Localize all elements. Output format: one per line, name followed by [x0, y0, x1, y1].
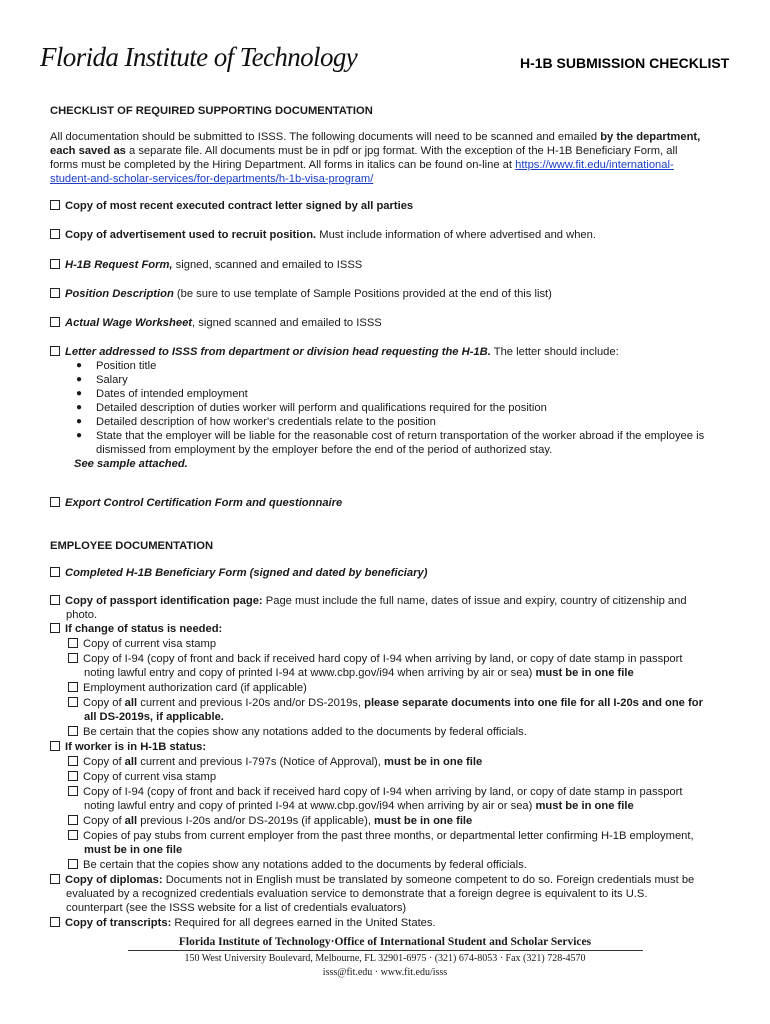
bullet-icon: ● — [76, 416, 83, 427]
checklist-item-request-form — [50, 258, 362, 272]
checklist-item-contract — [50, 199, 413, 213]
list-item: State that the employer will be liable for the reasonable cost of return transportation of the worker abroad if the employee is — [96, 430, 705, 442]
item-label: Be certain that the copies show any notations added to the documents by federal officials. — [83, 726, 527, 738]
sub-item-cs-i20 — [68, 696, 703, 710]
item-detail: noting lawful entry and copy of printed I-94 at www.cbp.gov/i94 when arriving by air or sea) — [84, 800, 536, 812]
item-detail: Page must include the full name, dates of issue and expiry, country of citizenship and — [262, 595, 687, 607]
checklist-item-letter — [50, 345, 619, 359]
intro-line-2 — [50, 144, 677, 158]
sub-item-cs-i94-cont — [84, 666, 634, 680]
item-label: H-1B Request Form, — [65, 259, 173, 271]
item-label: Actual Wage Worksheet — [65, 317, 193, 329]
bullet-icon: ● — [76, 360, 83, 371]
item-label: Position Description — [65, 288, 174, 300]
checkbox-icon[interactable] — [68, 638, 78, 648]
list-item: Salary — [96, 374, 128, 386]
sub-item-hs-i94-cont — [84, 799, 634, 813]
checkbox-icon[interactable] — [68, 697, 78, 707]
checkbox-icon[interactable] — [50, 317, 60, 327]
checklist-item-advertisement — [50, 228, 596, 242]
sub-item-cs-visa — [68, 637, 216, 651]
checkbox-icon[interactable] — [50, 623, 60, 633]
list-item: Position title — [96, 360, 157, 372]
intro-line-3 — [50, 158, 674, 172]
bullet-icon: ● — [76, 374, 83, 385]
checkbox-icon[interactable] — [68, 756, 78, 766]
passport-line-2: photo. — [66, 609, 98, 621]
item-label: Copies of pay stubs from current employer from the past three months, or departmental letter confirming H-1B employment, — [83, 830, 694, 842]
h1b-program-link-cont[interactable]: student-and-scholar-services/for-departments/h-1b-visa-program/ — [50, 173, 374, 185]
sub-item-hs-paystubs-cont: must be in one file — [84, 844, 183, 856]
section-heading-required-docs: CHECKLIST OF REQUIRED SUPPORTING DOCUMENTATION — [50, 105, 373, 117]
checkbox-icon[interactable] — [68, 653, 78, 663]
diplomas-line-3: counterpart (see the ISSS website for a list of credentials evaluators) — [66, 902, 407, 914]
item-label: Be certain that the copies show any notations added to the documents by federal officials. — [83, 859, 527, 871]
item-detail: signed, scanned and emailed to ISSS — [172, 259, 363, 271]
item-label: Copy of I-94 (copy of front and back if received hard copy of I-94 when arriving by land, or copy of date stamp in passport — [83, 786, 683, 798]
h1b-program-link[interactable]: https://www.fit.edu/international- — [515, 159, 674, 171]
checkbox-icon[interactable] — [50, 595, 60, 605]
list-item: Detailed description of duties worker will perform and qualifications required for the position — [96, 402, 547, 414]
sub-item-cs-i94 — [68, 652, 682, 666]
intro-text: All documentation should be submitted to ISSS. The following documents will need to be scanned and emailed — [50, 131, 601, 143]
checkbox-icon[interactable] — [50, 229, 60, 239]
sub-item-cs-notations — [68, 725, 527, 739]
bullet-icon: ● — [76, 430, 83, 441]
sub-item-hs-i20 — [68, 814, 472, 828]
sub-item-hs-paystubs — [68, 829, 694, 843]
item-label: Copy of diplomas: — [65, 874, 163, 886]
intro-emphasis: each saved as — [50, 145, 126, 157]
sub-item-cs-ead — [68, 681, 307, 695]
item-label: Copy of — [83, 756, 125, 768]
document-title: H-1B SUBMISSION CHECKLIST — [520, 55, 730, 71]
checklist-item-wage-worksheet — [50, 316, 382, 330]
item-detail: current and previous I-20s and/or DS-2019s, — [137, 697, 365, 709]
checkbox-icon[interactable] — [68, 830, 78, 840]
checklist-item-beneficiary-form — [50, 566, 427, 580]
checkbox-icon[interactable] — [68, 726, 78, 736]
item-label: Copy of I-94 (copy of front and back if received hard copy of I-94 when arriving by land, or copy of date stamp in passport — [83, 653, 683, 665]
item-label: Copy of current visa stamp — [83, 638, 217, 650]
checklist-item-change-of-status — [50, 622, 222, 636]
item-label: Copy of passport identification page: — [65, 595, 263, 607]
checkbox-icon[interactable] — [68, 682, 78, 692]
intro-line-1 — [50, 130, 700, 144]
item-label: Copy of — [83, 697, 125, 709]
list-item: Detailed description of how worker's credentials relate to the position — [96, 416, 436, 428]
intro-line-4 — [50, 172, 373, 186]
item-emphasis: must be in one file — [384, 756, 483, 768]
sub-item-hs-visa — [68, 770, 216, 784]
checkbox-icon[interactable] — [50, 200, 60, 210]
footer-contact: isss@fit.edu · www.fit.edu/isss — [322, 967, 448, 978]
checkbox-icon[interactable] — [50, 567, 60, 577]
item-label: Copy of — [83, 815, 125, 827]
checklist-item-export-control — [50, 496, 342, 510]
item-emphasis: please separate documents into one file for all I-20s and one for — [364, 697, 703, 709]
footer-address: 150 West University Boulevard, Melbourne, FL 32901-6975 · (321) 674-8053 · Fax (321) 728-4570 — [184, 953, 586, 964]
sub-item-hs-797 — [68, 755, 482, 769]
item-label: Copy of advertisement used to recruit position. — [65, 229, 317, 241]
item-detail: Required for all degrees earned in the United States. — [171, 917, 436, 929]
item-detail: Must include information of where advertised and when. — [316, 229, 596, 241]
item-detail: current and previous I-797s (Notice of Approval), — [137, 756, 384, 768]
item-emphasis: all — [124, 756, 138, 768]
item-emphasis: must be in one file — [535, 667, 634, 679]
sub-item-cs-i20-cont: all DS-2019s, if applicable. — [84, 711, 224, 723]
bullet-icon: ● — [76, 388, 83, 399]
checkbox-icon[interactable] — [68, 771, 78, 781]
item-label: Letter addressed to ISSS from department or division head requesting the H-1B. — [65, 346, 491, 358]
checkbox-icon[interactable] — [50, 917, 60, 927]
item-emphasis: all — [124, 697, 138, 709]
checklist-item-passport — [50, 594, 687, 608]
intro-text: forms must be completed by the Hiring Department. All forms in italics can be found on-line at — [50, 159, 516, 171]
checkbox-icon[interactable] — [50, 259, 60, 269]
bullet-icon: ● — [76, 402, 83, 413]
checkbox-icon[interactable] — [68, 786, 78, 796]
institution-logo: Florida Institute of Technology — [40, 42, 358, 72]
item-label: Employment authorization card (if applicable) — [83, 682, 307, 694]
intro-emphasis: by the department, — [600, 131, 701, 143]
checkbox-icon[interactable] — [50, 497, 60, 507]
section-heading-employee-docs: EMPLOYEE DOCUMENTATION — [50, 540, 214, 552]
item-emphasis: must be in one file — [535, 800, 634, 812]
item-emphasis: all — [124, 815, 138, 827]
item-label: Copy of most recent executed contract letter signed by all parties — [65, 200, 414, 212]
item-label: Copy of transcripts: — [65, 917, 172, 929]
checklist-item-diplomas — [50, 873, 694, 887]
item-label: Completed H-1B Beneficiary Form (signed and dated by beneficiary) — [65, 567, 428, 579]
item-detail: Documents not in English must be translated by someone competent to do so. Foreign credentials must be — [162, 874, 695, 886]
checkbox-icon[interactable] — [50, 741, 60, 751]
diplomas-line-2: evaluated by a recognized credentials evaluation service to demonstrate that a foreign degree is equivalent to its U.S. — [66, 888, 648, 900]
item-detail: , signed scanned and emailed to ISSS — [192, 317, 382, 329]
item-detail: The letter should include: — [490, 346, 619, 358]
footer-divider — [128, 950, 643, 951]
list-item: Dates of intended employment — [96, 388, 248, 400]
item-label: Export Control Certification Form and questionnaire — [65, 497, 343, 509]
item-emphasis: must be in one file — [374, 815, 473, 827]
checkbox-icon[interactable] — [50, 288, 60, 298]
footer-office-name: Florida Institute of Technology·Office of International Student and Scholar Services — [178, 936, 592, 948]
list-item-cont: dismissed from employment by the employer before the end of the period of authorized stay. — [96, 444, 553, 456]
item-label: Copy of current visa stamp — [83, 771, 217, 783]
item-detail: previous I-20s and/or DS-2019s (if applicable), — [137, 815, 375, 827]
checklist-item-position-description — [50, 287, 552, 301]
checkbox-icon[interactable] — [50, 874, 60, 884]
sub-item-hs-i94 — [68, 785, 682, 799]
checkbox-icon[interactable] — [68, 815, 78, 825]
sample-attached-note: See sample attached. — [74, 458, 188, 470]
intro-text: a separate file. All documents must be in pdf or jpg format. With the exception of the H-1B Beneficiary Form, all — [125, 145, 678, 157]
checklist-item-h1b-status — [50, 740, 206, 754]
checkbox-icon[interactable] — [68, 859, 78, 869]
item-detail: (be sure to use template of Sample Positions provided at the end of this list) — [173, 288, 552, 300]
item-detail: noting lawful entry and copy of printed I-94 at www.cbp.gov/i94 when arriving by air or sea) — [84, 667, 536, 679]
sub-item-hs-notations — [68, 858, 527, 872]
checkbox-icon[interactable] — [50, 346, 60, 356]
item-label: If worker is in H-1B status: — [65, 741, 207, 753]
item-label: If change of status is needed: — [65, 623, 223, 635]
checklist-item-transcripts — [50, 916, 436, 930]
